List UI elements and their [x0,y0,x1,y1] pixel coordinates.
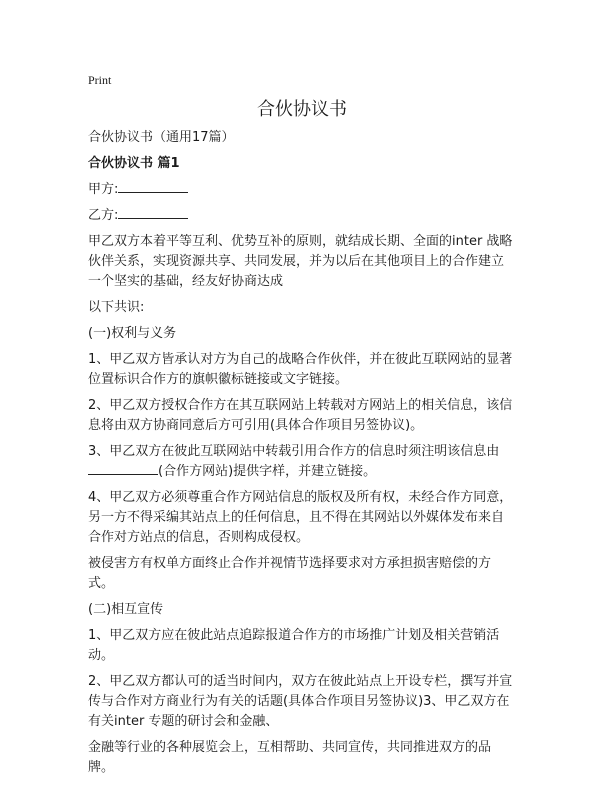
part1-item1: 1、甲乙双方皆承认对方为自己的战略合作伙伴，并在彼此互联网站的显著位置标识合作方的旗帜徽标链接或文字链接。 [88,352,513,387]
part1-item4: 4、甲乙双方必须尊重合作方网站信息的版权及所有权，未经合作方同意，另一方不得采编其站点上的任何信息，且不得在其网站以外媒体发布来自合作对方站点的信息，否则构成侵权。 [88,490,513,545]
part1-remedy: 被侵害方有权单方面终止合作并视情节选择要求对方承担损害赔偿的方式。 [88,556,492,591]
party-a-blank [118,180,188,193]
section-heading: 合伙协议书 篇1 [88,156,180,171]
part1-heading: (一)权利与义务 [88,326,177,341]
document-title: 合伙协议书 [257,99,347,120]
part1-item2: 2、甲乙双方授权合作方在其互联网站上转载对方网站上的相关信息，该信息将由双方协商同意后方可引用(具体合作项目另签协议)。 [88,398,513,433]
document-subtitle: 合伙协议书（通用17篇） [88,130,235,145]
party-b-blank [118,206,188,219]
part2-item3: 金融等行业的各种展览会上，互相帮助、共同宣传，共同推进双方的品牌。 [88,740,492,775]
part2-item1: 1、甲乙双方应在彼此站点追踪报道合作方的市场推广计划及相关营销活动。 [88,628,500,663]
intro-paragraph: 甲乙双方本着平等互利、优势互补的原则，就结成长期、全面的inter 战略伙伴关系，实现资源共享、共同发展，并为以后在其他项目上的合作建立一个坚实的基础，经友好协商达成 [88,234,513,289]
party-a-label: 甲方: [88,182,119,197]
part1-item3 [88,442,516,482]
party-a-line [88,180,516,200]
website-blank [88,462,158,475]
consensus-line: 以下共识: [88,300,145,315]
party-b-label: 乙方: [88,208,119,223]
party-b-line [88,206,516,226]
part1-item3-text: 3、甲乙双方在彼此互联网站中转载引用合作方的信息时须注明该信息由 [88,444,500,459]
part2-heading: (二)相互宣传 [88,602,164,617]
part1-item3-text-end: (合作方网站)提供字样，并建立链接。 [158,464,377,479]
part2-item2: 2、甲乙双方都认可的适当时间内，双方在彼此站点上开设专栏，撰写并宣传与合作对方商业行为有关的话题(具体合作项目另签协议)3、甲乙双方在有关inter 专题的研讨会和金融、 [88,674,513,729]
print-label[interactable]: Print [88,73,112,87]
